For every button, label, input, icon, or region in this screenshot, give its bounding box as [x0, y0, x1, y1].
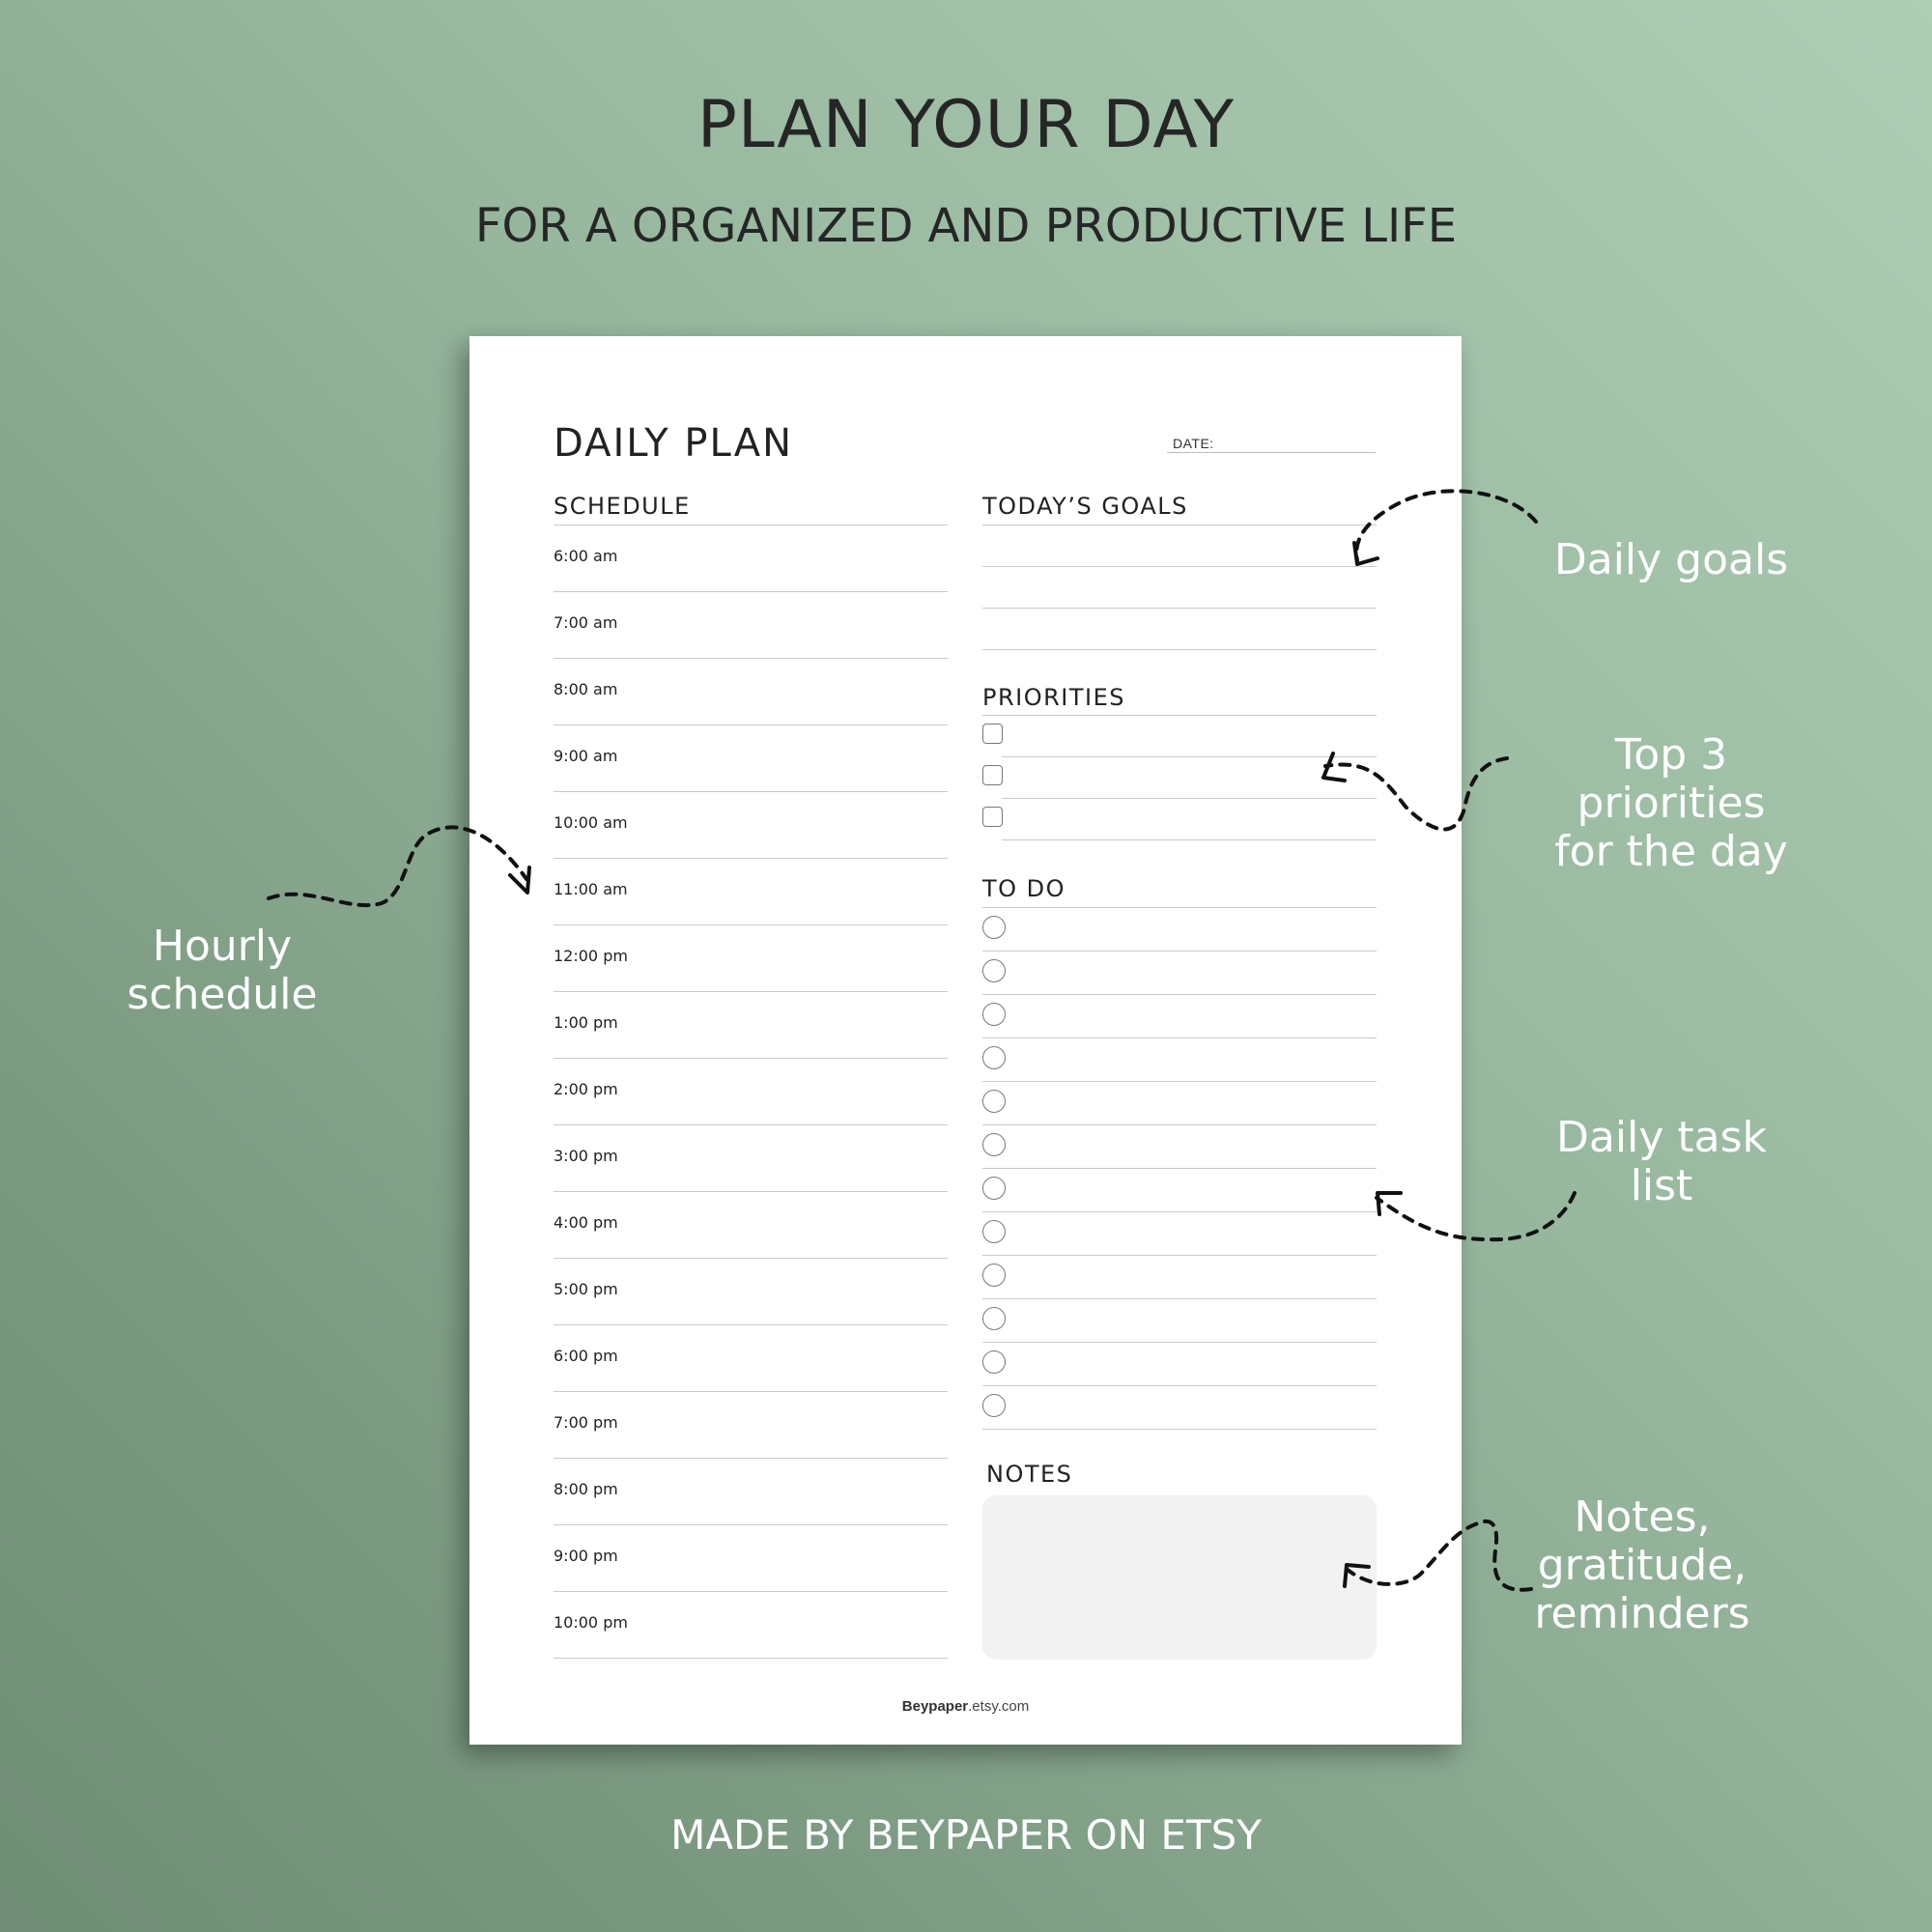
planner-sheet — [469, 336, 1462, 1745]
todo-line[interactable] — [982, 1037, 1377, 1038]
todo-checkbox[interactable] — [982, 1003, 1006, 1026]
todo-line[interactable] — [982, 1255, 1377, 1256]
schedule-row[interactable] — [554, 1391, 948, 1392]
todo-checkbox[interactable] — [982, 1220, 1006, 1243]
schedule-time-label: 7:00 am — [554, 613, 618, 632]
callout-hourly-schedule — [106, 923, 338, 1019]
schedule-time-label: 6:00 pm — [554, 1347, 618, 1365]
callout-notes-line-3: reminders — [1534, 1589, 1750, 1638]
schedule-row[interactable] — [554, 1058, 948, 1059]
schedule-time-label: 5:00 pm — [554, 1280, 618, 1298]
schedule-row[interactable] — [554, 791, 948, 792]
priority-line[interactable] — [1002, 756, 1377, 757]
callout-priorities-line-1: Top 3 priorities — [1577, 730, 1766, 828]
callout-notes-line-2: gratitude, — [1537, 1541, 1747, 1590]
footer-credit: MADE BY BEYPAPER ON ETSY — [670, 1811, 1262, 1859]
schedule-row[interactable] — [554, 1258, 948, 1259]
todo-checkbox[interactable] — [982, 1264, 1006, 1287]
schedule-time-label: 10:00 pm — [554, 1613, 628, 1632]
callout-daily-goals-line-1: Daily goals — [1553, 535, 1789, 584]
todo-checkbox[interactable] — [982, 959, 1006, 982]
schedule-time-label: 11:00 am — [554, 880, 628, 898]
todo-checkbox[interactable] — [982, 1133, 1006, 1156]
goal-line[interactable] — [982, 608, 1377, 609]
schedule-row[interactable] — [554, 991, 948, 992]
schedule-row[interactable] — [554, 1658, 948, 1659]
goals-title: TODAY’S GOALS — [982, 493, 1188, 520]
schedule-time-label: 4:00 pm — [554, 1213, 618, 1232]
todo-line[interactable] — [982, 994, 1377, 995]
todo-title: TO DO — [982, 875, 1066, 902]
goal-line[interactable] — [982, 649, 1377, 650]
schedule-title: SCHEDULE — [554, 493, 691, 520]
shop-url — [469, 1698, 1462, 1715]
schedule-time-label: 7:00 pm — [554, 1413, 618, 1432]
callout-schedule-line-2: schedule — [127, 970, 318, 1019]
callout-schedule-line-1: Hourly — [152, 922, 293, 971]
date-label: DATE: — [1173, 436, 1214, 451]
todo-line[interactable] — [982, 1124, 1377, 1125]
schedule-time-label: 12:00 pm — [554, 947, 628, 965]
priority-checkbox[interactable] — [982, 724, 1003, 744]
callout-priorities — [1517, 731, 1826, 876]
schedule-row[interactable] — [554, 1324, 948, 1325]
schedule-row[interactable] — [554, 591, 948, 592]
callout-task-list — [1546, 1114, 1777, 1210]
schedule-time-label: 8:00 am — [554, 680, 618, 698]
date-line — [1167, 452, 1376, 453]
schedule-row[interactable] — [554, 924, 948, 925]
schedule-row[interactable] — [554, 1458, 948, 1459]
priority-line[interactable] — [1002, 798, 1377, 799]
todo-checkbox[interactable] — [982, 1090, 1006, 1113]
goals-header-rule — [982, 525, 1377, 526]
todo-header-rule — [982, 907, 1377, 908]
schedule-row[interactable] — [554, 1124, 948, 1125]
todo-checkbox[interactable] — [982, 916, 1006, 939]
priorities-title: PRIORITIES — [982, 684, 1126, 711]
notes-box[interactable] — [982, 1495, 1377, 1660]
shop-url-brand: Beypaper — [901, 1698, 969, 1715]
schedule-time-label: 9:00 am — [554, 747, 618, 765]
callout-daily-goals — [1546, 536, 1797, 584]
todo-checkbox[interactable] — [982, 1046, 1006, 1069]
priority-checkbox[interactable] — [982, 765, 1003, 785]
notes-title: NOTES — [986, 1461, 1073, 1488]
todo-checkbox[interactable] — [982, 1350, 1006, 1374]
priority-checkbox[interactable] — [982, 807, 1003, 827]
schedule-time-label: 6:00 am — [554, 547, 618, 565]
schedule-time-label: 3:00 pm — [554, 1147, 618, 1165]
schedule-time-label: 2:00 pm — [554, 1080, 618, 1098]
headline: PLAN YOUR DAY — [696, 87, 1236, 163]
schedule-row[interactable] — [554, 724, 948, 725]
todo-checkbox[interactable] — [982, 1394, 1006, 1417]
schedule-header-rule — [554, 525, 948, 526]
todo-line[interactable] — [982, 1168, 1377, 1169]
callout-priorities-line-2: for the day — [1554, 827, 1788, 876]
schedule-time-label: 9:00 pm — [554, 1547, 618, 1565]
goal-line[interactable] — [982, 566, 1377, 567]
schedule-row[interactable] — [554, 1191, 948, 1192]
todo-checkbox[interactable] — [982, 1177, 1006, 1200]
priority-line[interactable] — [1002, 839, 1377, 840]
schedule-row[interactable] — [554, 658, 948, 659]
plan-title: DAILY PLAN — [554, 421, 793, 466]
todo-line[interactable] — [982, 1211, 1377, 1212]
callout-tasks-line-2: list — [1630, 1161, 1693, 1210]
todo-line[interactable] — [982, 1342, 1377, 1343]
schedule-row[interactable] — [554, 1591, 948, 1592]
callout-notes-line-1: Notes, — [1574, 1492, 1711, 1542]
subheadline: FOR A ORGANIZED AND PRODUCTIVE LIFE — [474, 199, 1458, 253]
schedule-time-label: 1:00 pm — [554, 1013, 618, 1032]
todo-checkbox[interactable] — [982, 1307, 1006, 1330]
todo-line[interactable] — [982, 1429, 1377, 1430]
todo-line[interactable] — [982, 1081, 1377, 1082]
callout-tasks-line-1: Daily task — [1556, 1113, 1767, 1162]
todo-line[interactable] — [982, 951, 1377, 952]
callout-notes — [1526, 1493, 1758, 1638]
schedule-row[interactable] — [554, 858, 948, 859]
priorities-header-rule — [982, 715, 1377, 716]
todo-line[interactable] — [982, 1385, 1377, 1386]
todo-line[interactable] — [982, 1298, 1377, 1299]
shop-url-domain: .etsy.com — [968, 1698, 1030, 1715]
schedule-time-label: 10:00 am — [554, 813, 628, 832]
schedule-time-label: 8:00 pm — [554, 1480, 618, 1498]
schedule-row[interactable] — [554, 1524, 948, 1525]
